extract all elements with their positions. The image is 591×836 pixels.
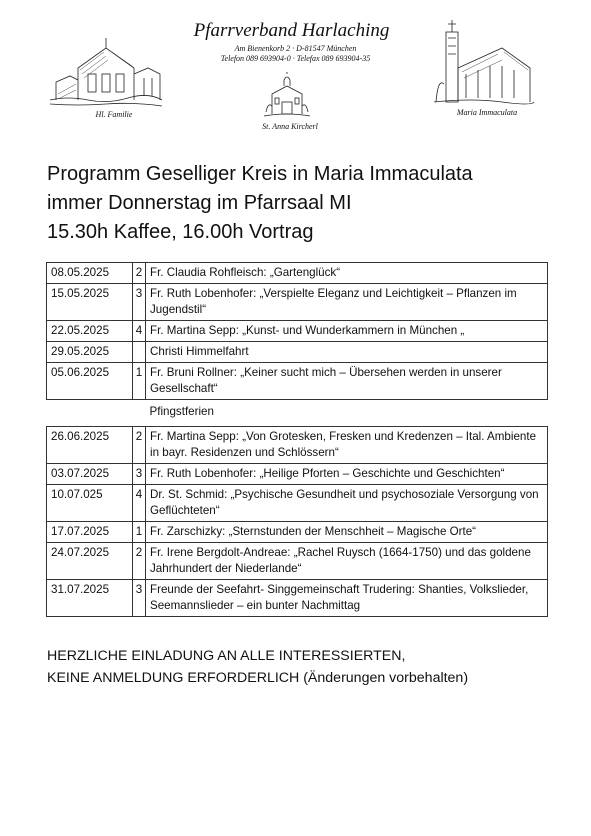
row-number: 4 [133, 321, 146, 342]
table-row [47, 427, 548, 464]
table-row [47, 342, 548, 363]
org-name: Pfarrverband Harlaching [193, 20, 390, 41]
church-maria-immaculata-drawing [432, 18, 536, 110]
row-date: 10.07.025 [47, 485, 133, 522]
letterhead [0, 0, 591, 140]
row-description: Fr. Zarschizky: „Sternstunden der Menschheit – Magische Orte“ [146, 522, 548, 543]
row-number [133, 342, 146, 363]
table-row [47, 522, 548, 543]
row-date: 08.05.2025 [47, 263, 133, 284]
table-row [47, 321, 548, 342]
closing-line-1: HERZLICHE EINLADUNG AN ALLE INTERESSIERTEN, [47, 648, 406, 664]
row-number: 1 [133, 363, 146, 400]
row-date: 03.07.2025 [47, 464, 133, 485]
title-line-1: Programm Geselliger Kreis in Maria Immaculata [47, 163, 473, 185]
org-address: Am Bienenkorb 2 · D-81547 München [234, 44, 357, 53]
title-line-2: immer Donnerstag im Pfarrsaal MI [47, 192, 352, 214]
row-number: 1 [133, 522, 146, 543]
row-description: Freunde der Seefahrt- Singgemeinschaft Trudering: Shanties, Volkslieder, Seemannslieder – ein bunter Nachmittag [146, 580, 548, 617]
table-row [47, 543, 548, 580]
table-row [47, 485, 548, 522]
row-number: 2 [133, 543, 146, 580]
row-description: Pfingstferien [149, 405, 214, 418]
row-number: 2 [133, 427, 146, 464]
row-description: Fr. Ruth Lobenhofer: „Heilige Pforten – Geschichte und Geschichten“ [146, 464, 548, 485]
table-row [47, 580, 548, 617]
closing-line-2: KEINE ANMELDUNG ERFORDERLICH (Änderungen vorbehalten) [47, 670, 469, 686]
row-date: 22.05.2025 [47, 321, 133, 342]
row-description: Christi Himmelfahrt [146, 342, 548, 363]
row-date: 29.05.2025 [47, 342, 133, 363]
row-number [133, 400, 146, 427]
table-row [47, 400, 548, 427]
table-row [47, 363, 548, 400]
row-description: Fr. Martina Sepp: „Von Grotesken, Fresken und Kredenzen – Ital. Ambiente in bayr. Residenzen und Schlössern“ [146, 427, 548, 464]
caption-maria-immaculata: Maria Immaculata [456, 108, 518, 117]
row-date: 26.06.2025 [47, 427, 133, 464]
title-line-3: 15.30h Kaffee, 16.00h Vortrag [47, 221, 314, 243]
closing-note [47, 645, 468, 689]
row-description: Fr. Bruni Rollner: „Keiner sucht mich – Übersehen werden in unserer Gesellschaft“ [146, 363, 548, 400]
row-description: Fr. Claudia Rohfleisch: „Gartenglück“ [146, 263, 548, 284]
row-description: Dr. St. Schmid: „Psychische Gesundheit und psychosoziale Versorgung von Geflüchteten“ [146, 485, 548, 522]
row-date: 24.07.2025 [47, 543, 133, 580]
row-date: 31.07.2025 [47, 580, 133, 617]
caption-hl-familie: Hl. Familie [95, 110, 133, 119]
row-date: 15.05.2025 [47, 284, 133, 321]
row-number: 4 [133, 485, 146, 522]
row-description: Fr. Irene Bergdolt-Andreae: „Rachel Ruysch (1664-1750) und das goldene Jahrhundert der Niederlande“ [146, 543, 548, 580]
org-contact: Telefon 089 693904-0 · Telefax 089 693904-35 [220, 54, 371, 63]
church-hl-familie-drawing [48, 34, 164, 112]
chapel-st-anna-drawing [262, 72, 312, 120]
row-description: Fr. Martina Sepp: „Kunst- und Wunderkammern in München „ [146, 321, 548, 342]
caption-st-anna: St. Anna Kircherl [262, 122, 318, 131]
row-description: Fr. Ruth Lobenhofer: „Verspielte Eleganz und Leichtigkeit – Pflanzen im Jugendstil“ [146, 284, 548, 321]
table-row [47, 284, 548, 321]
table-row [47, 464, 548, 485]
row-date: 05.06.2025 [47, 363, 133, 400]
row-number: 3 [133, 284, 146, 321]
row-number: 3 [133, 580, 146, 617]
program-table [46, 262, 548, 617]
table-row [47, 263, 548, 284]
row-number: 3 [133, 464, 146, 485]
row-date [47, 400, 133, 427]
row-number: 2 [133, 263, 146, 284]
program-title [47, 160, 473, 247]
row-date: 17.07.2025 [47, 522, 133, 543]
